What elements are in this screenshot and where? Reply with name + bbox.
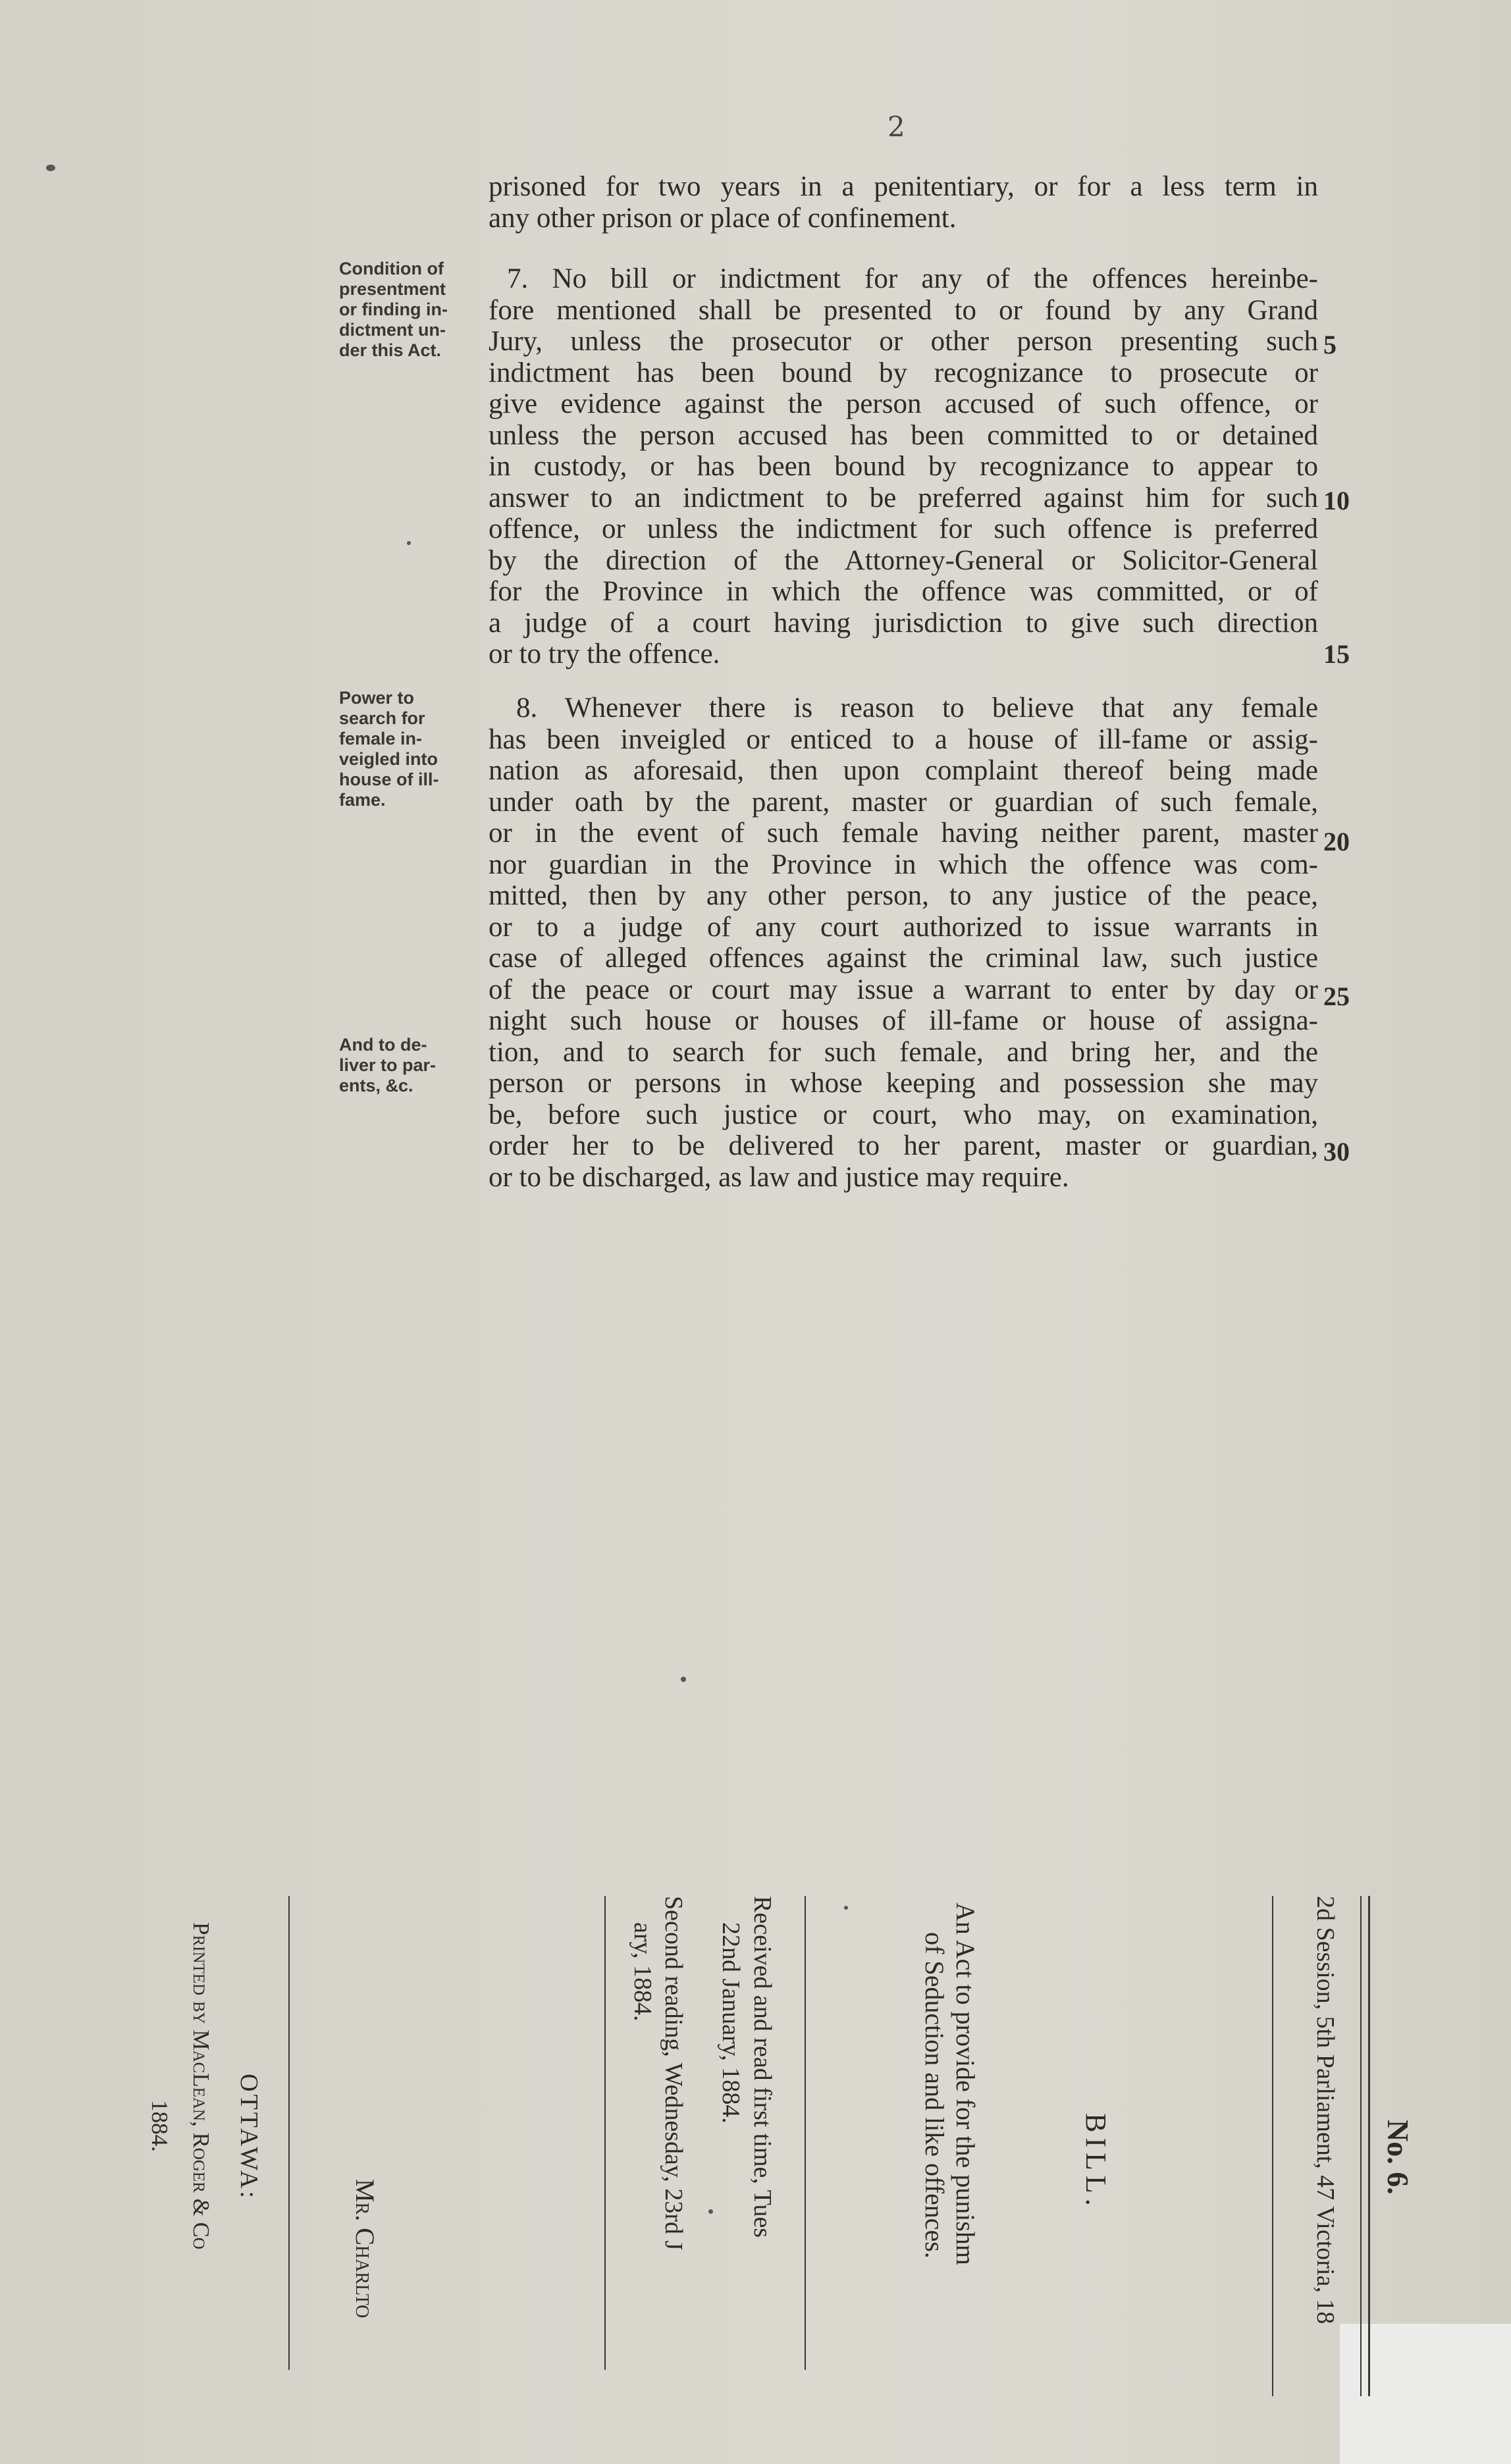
printing-city: OTTAWA:	[235, 2074, 263, 2201]
section-line: give evidence against the person accused of such offence, or	[489, 388, 1318, 419]
section-line: 7. No bill or indictment for any of the offences hereinbe-	[507, 263, 1318, 294]
section-line: unless the person accused has been committed to or detained	[489, 419, 1318, 451]
bill-title-line: of Seduction and like offences.	[920, 1932, 949, 2259]
sponsor: Mr. Charlto	[350, 2179, 380, 2319]
section-line: for the Province in which the offence was committed, or of	[489, 576, 1318, 607]
cover-rule	[604, 1896, 606, 2370]
section-line: of the peace or court may issue a warrant to enter by day or	[489, 974, 1318, 1005]
section-line: 8. Whenever there is reason to believe that any female	[516, 693, 1318, 723]
bill-label: BILL.	[1080, 2113, 1112, 2211]
section-line: nation as aforesaid, then upon complaint thereof being made	[489, 755, 1318, 786]
section-line: order her to be delivered to her parent, master or guardian,	[489, 1130, 1318, 1161]
bill-number: No. 6.	[1381, 2120, 1415, 2195]
page-number: 2	[888, 111, 905, 143]
line-number: 25	[1323, 982, 1350, 1011]
section-line: offence, or unless the indictment for such offence is preferred	[489, 513, 1318, 544]
section-line: indictment has been bound by recognizance to prosecute or	[489, 357, 1318, 388]
paper-speck	[844, 1906, 848, 1910]
cover-rule	[288, 1896, 290, 2370]
print-year: 1884.	[147, 2100, 172, 2152]
line-number: 10	[1323, 486, 1350, 515]
intro-text	[489, 171, 1318, 234]
section-line: mitted, then by any other person, to any justice of the peace,	[489, 880, 1318, 911]
section-line: case of alleged offences against the criminal law, such justice	[489, 943, 1318, 974]
section-line: be, before such justice or court, who may, on examination,	[489, 1099, 1318, 1130]
margin-note-section-7: Condition of presentment or finding in- dictment un- der this Act.	[339, 259, 448, 360]
section-line: or to try the offence.	[489, 639, 720, 669]
line-number: 20	[1323, 827, 1350, 856]
paper-speck	[407, 541, 411, 545]
line-number: 15	[1323, 639, 1350, 669]
section-line: or in the event of such female having neither parent, master	[489, 818, 1318, 849]
intro-line: prisoned for two years in a penitentiary, or for a less term in	[489, 171, 1318, 202]
paper-speck	[46, 165, 55, 171]
line-number: 30	[1323, 1137, 1350, 1166]
printer: Printed by MacLean, Roger & Co	[188, 1922, 214, 2249]
section-line: has been inveigled or enticed to a house of ill-fame or assig-	[489, 723, 1318, 755]
session-line: 2d Session, 5th Parliament, 47 Victoria, 18	[1312, 1896, 1339, 2324]
section-line: nor guardian in the Province in which the offence was com-	[489, 849, 1318, 880]
cover-rule	[1360, 1896, 1362, 2396]
section-line: under oath by the parent, master or guardian of such female,	[489, 786, 1318, 818]
bill-cover	[0, 1896, 1511, 2396]
second-reading: ary, 1884.	[629, 1922, 656, 2022]
section-line: by the direction of the Attorney-General or Solicitor-General	[489, 544, 1318, 576]
section-line: fore mentioned shall be presented to or found by any Grand	[489, 294, 1318, 326]
section-line: Jury, unless the prosecutor or other person presenting such	[489, 326, 1318, 357]
section-line: or to a judge of any court authorized to issue warrants in	[489, 911, 1318, 943]
paper-speck	[708, 2209, 713, 2214]
paper-speck	[681, 1677, 686, 1682]
cover-rule	[1272, 1896, 1273, 2396]
section-line: or to be discharged, as law and justice may require.	[489, 1161, 1069, 1193]
section-line: a judge of a court having jurisdiction to give such direction	[489, 607, 1318, 639]
cover-rule	[1368, 1896, 1370, 2396]
section-line: tion, and to search for such female, and bring her, and the	[489, 1036, 1318, 1068]
line-number: 5	[1323, 330, 1337, 359]
section-line: night such house or houses of ill-fame or house of assigna-	[489, 1005, 1318, 1036]
bill-title-line: An Act to provide for the punishm	[951, 1902, 980, 2266]
margin-note-deliver: And to de- liver to par- ents, &c.	[339, 1035, 437, 1095]
cover-rule	[805, 1896, 806, 2370]
margin-note-section-8: Power to search for female in- veigled into house of ill- fame.	[339, 688, 439, 810]
section-line: in custody, or has been bound by recognizance to appear to	[489, 451, 1318, 482]
first-reading: Received and read first time, Tues	[749, 1896, 776, 2238]
section-line: person or persons in whose keeping and possession she may	[489, 1068, 1318, 1099]
section-line: answer to an indictment to be preferred against him for such	[489, 482, 1318, 513]
intro-line: any other prison or place of confinement.	[489, 202, 957, 234]
second-reading: Second reading, Wednesday, 23rd J	[660, 1896, 687, 2251]
first-reading: 22nd January, 1884.	[717, 1922, 745, 2124]
section-7-text	[489, 263, 1318, 670]
section-8-text	[489, 693, 1318, 1193]
